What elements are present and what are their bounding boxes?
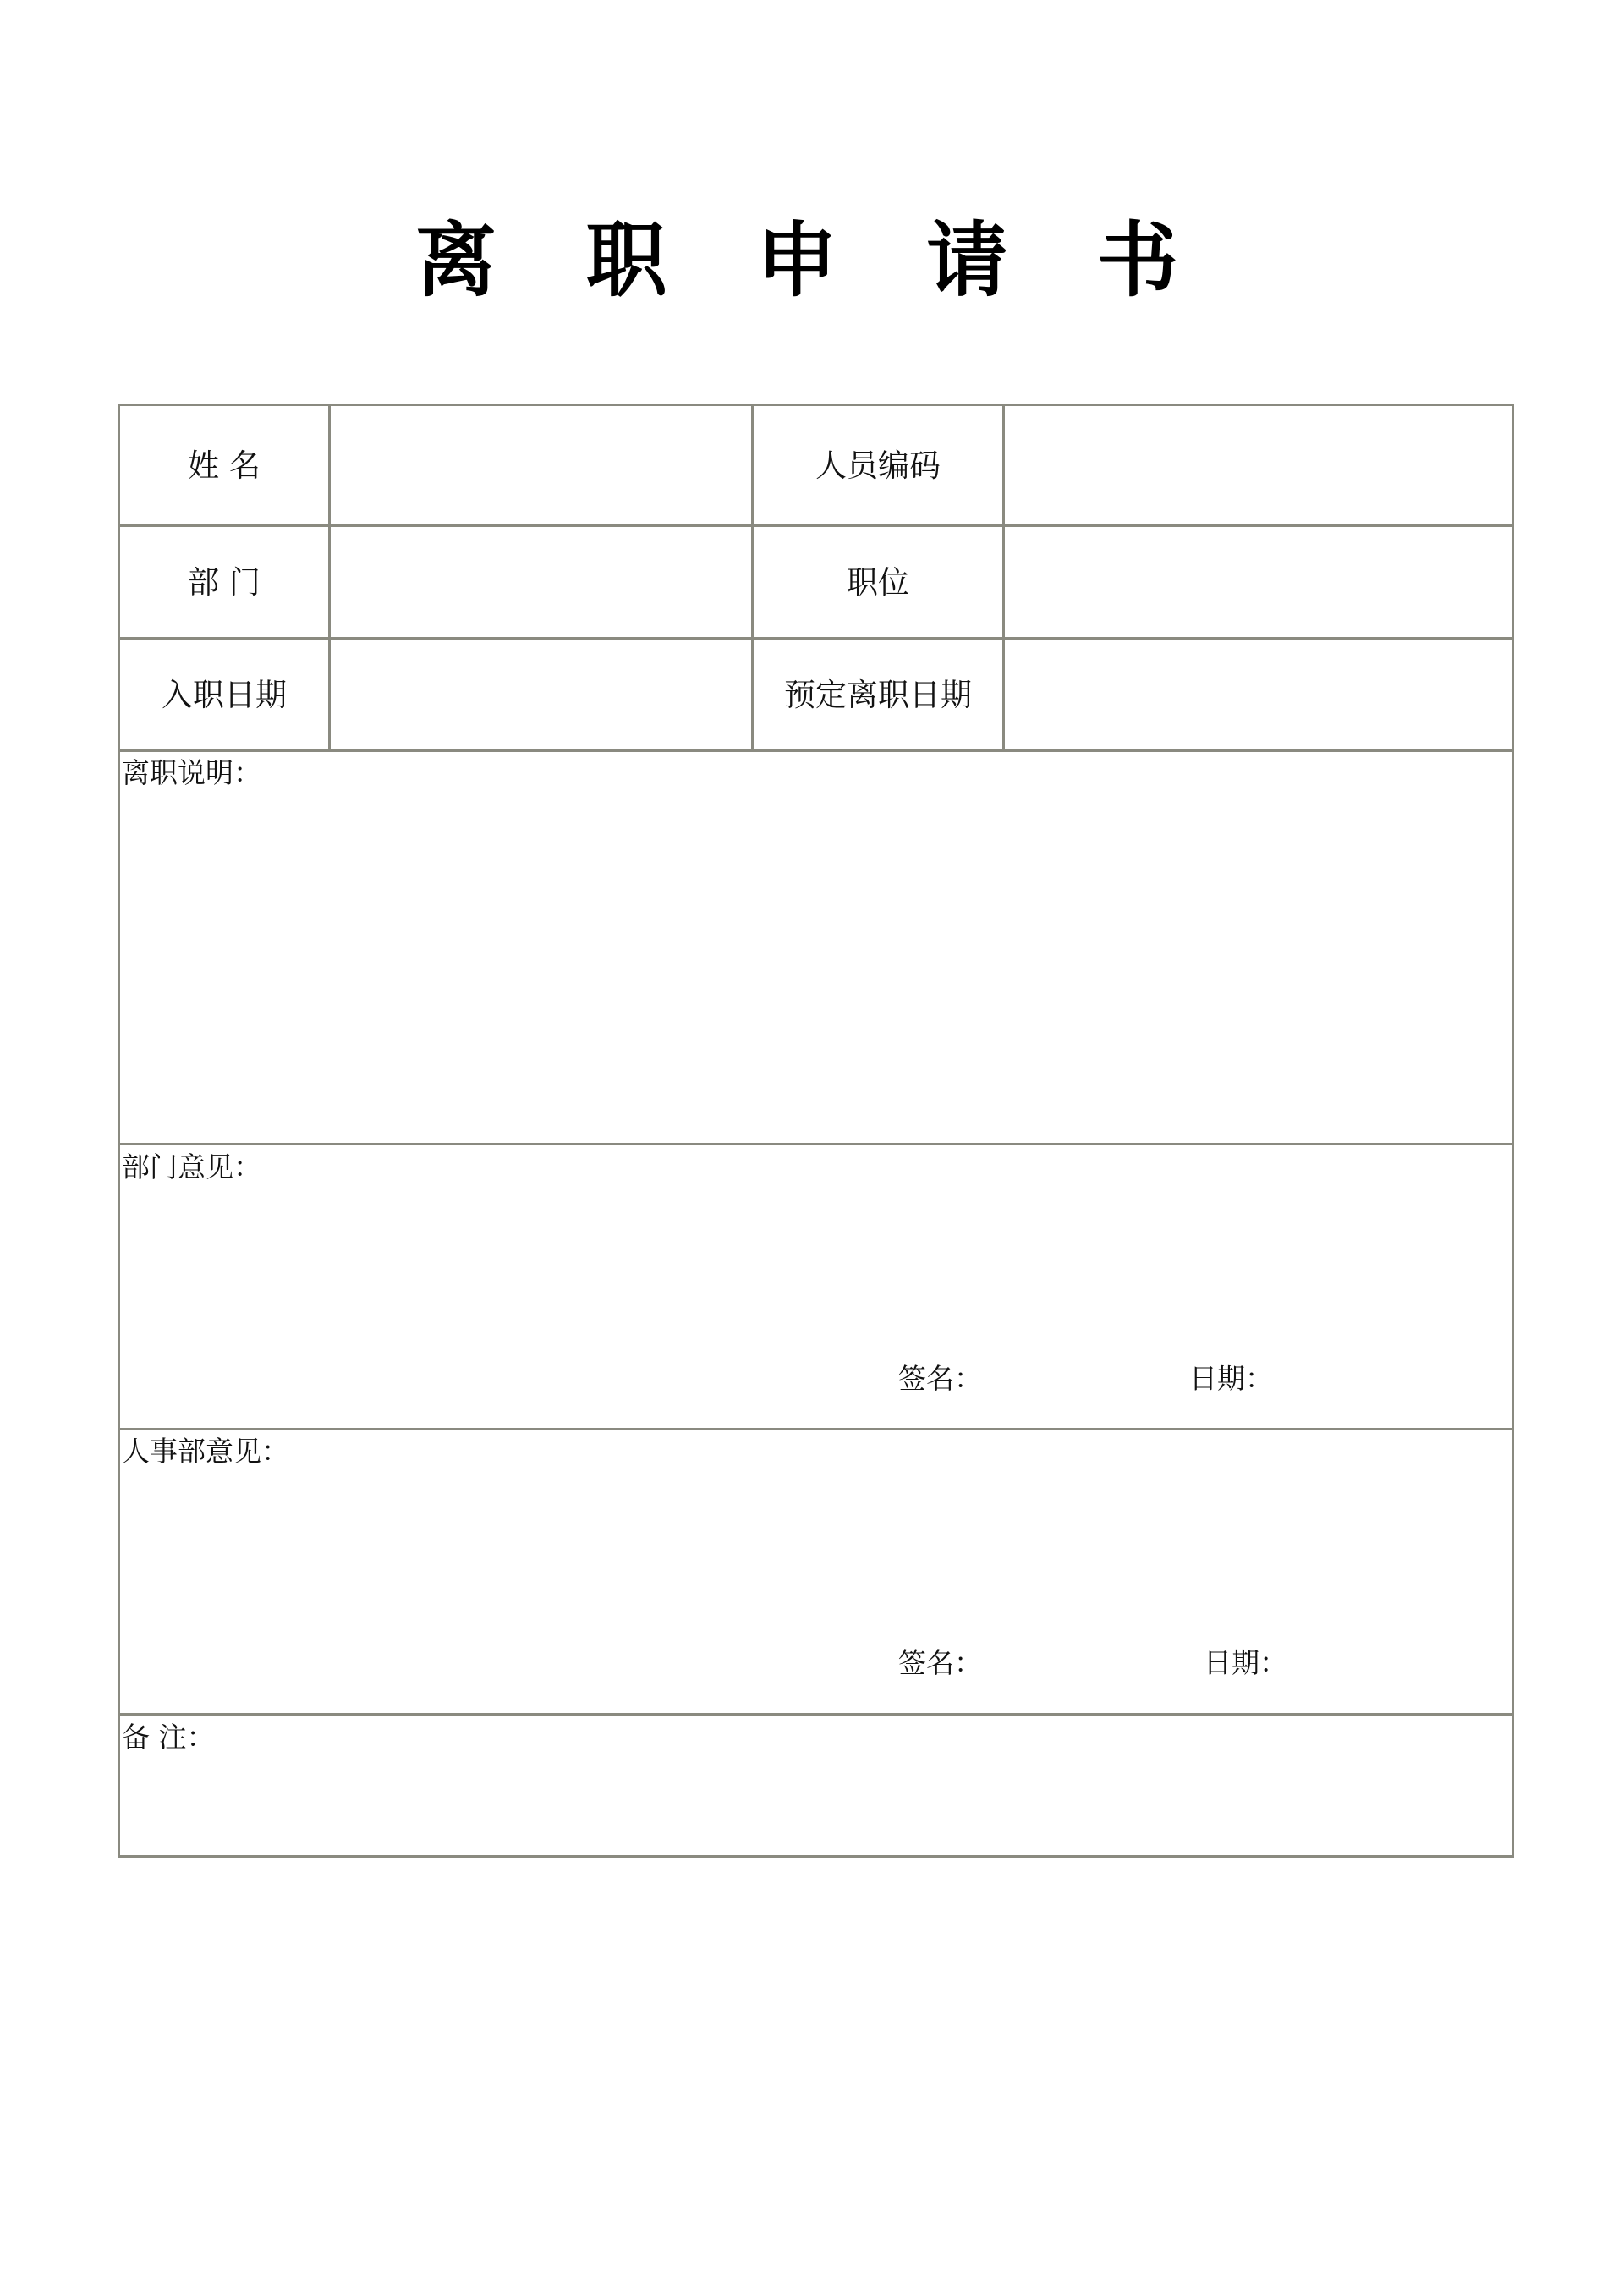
position-field[interactable] xyxy=(1005,527,1512,637)
employee-id-field[interactable] xyxy=(1005,406,1512,524)
resignation-note-label: 离职说明： xyxy=(122,756,261,789)
hr-opinion-field[interactable] xyxy=(120,1474,1512,1643)
remarks-label: 备 注： xyxy=(122,1721,215,1754)
row-divider xyxy=(120,749,1512,752)
hr-signature-label: 签名： xyxy=(898,1646,982,1679)
position-label: 职位 xyxy=(847,563,909,601)
document-title: 离 职 申 请 书 xyxy=(415,213,1209,308)
row-divider xyxy=(120,1143,1512,1145)
dept-opinion-label: 部门意见： xyxy=(122,1150,261,1183)
row-divider xyxy=(120,1428,1512,1430)
department-field[interactable] xyxy=(331,527,751,637)
resignation-form xyxy=(118,404,1514,1858)
department-label: 部 门 xyxy=(188,563,261,601)
row-divider xyxy=(120,1713,1512,1716)
hire-date-label: 入职日期 xyxy=(162,676,287,713)
name-label: 姓 名 xyxy=(188,447,261,484)
hr-date-label: 日期： xyxy=(1204,1646,1287,1679)
dept-date-label: 日期： xyxy=(1189,1362,1273,1395)
planned-leave-date-label: 预定离职日期 xyxy=(784,676,972,713)
dept-opinion-field[interactable] xyxy=(120,1189,1512,1358)
hr-opinion-label: 人事部意见： xyxy=(122,1435,289,1468)
remarks-field[interactable] xyxy=(120,1760,1512,1855)
name-field[interactable] xyxy=(331,406,751,524)
dept-signature-label: 签名： xyxy=(898,1362,982,1395)
employee-id-label: 人员编码 xyxy=(815,447,941,484)
planned-leave-date-field[interactable] xyxy=(1005,640,1512,749)
resignation-note-field[interactable] xyxy=(120,795,1512,1143)
hire-date-field[interactable] xyxy=(331,640,751,749)
